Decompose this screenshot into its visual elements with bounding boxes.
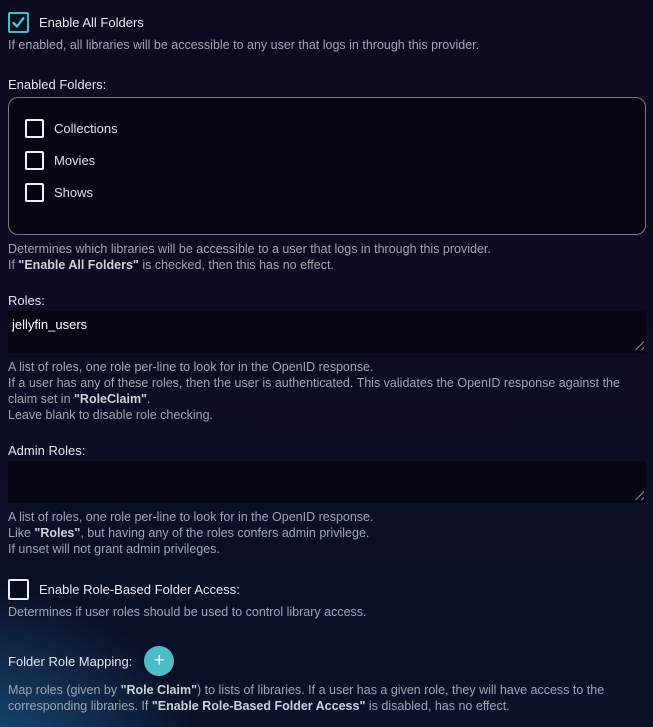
role-based-access-description: Determines if user roles should be used to control library access. [8, 605, 367, 619]
roles-label: Roles: [8, 293, 45, 308]
movies-checkbox[interactable] [25, 151, 44, 170]
folder-row-shows [25, 183, 629, 202]
enable-all-folders-label[interactable]: Enable All Folders [39, 15, 144, 30]
role-based-access-row [8, 579, 646, 600]
folder-row-collections [25, 119, 629, 138]
role-based-access-label[interactable]: Enable Role-Based Folder Access: [39, 582, 240, 597]
admin-roles-field [8, 461, 646, 503]
enable-all-folders-checkbox[interactable] [8, 12, 29, 33]
admin-roles-textarea[interactable] [8, 461, 646, 503]
enable-all-folders-row [8, 12, 646, 33]
shows-label[interactable]: Shows [54, 185, 94, 200]
add-folder-role-mapping-button[interactable] [144, 646, 174, 676]
checkmark-icon [10, 14, 27, 31]
folder-row-movies [25, 151, 629, 170]
collections-checkbox[interactable] [25, 119, 44, 138]
enable-all-folders-description: If enabled, all libraries will be accessible to any user that logs in through this provider. [8, 38, 480, 52]
roles-description: A list of roles, one role per-line to look for in the OpenID response. If a user has any of these roles, then the user is authenticated. This validates the OpenID response against the claim set in "RoleClaim". Leave blank to disable role checking. [8, 360, 620, 422]
collections-label[interactable]: Collections [54, 121, 118, 136]
enabled-folders-label: Enabled Folders: [8, 77, 107, 92]
admin-roles-label: Admin Roles: [8, 443, 86, 458]
role-based-access-checkbox[interactable] [8, 579, 29, 600]
folder-role-mapping-description: Map roles (given by "Role Claim") to lists of libraries. If a user has a given role, they will have access to the corresponding libraries. If "Enable Role-Based Folder Access" is disabled, has no effect. [8, 683, 605, 713]
roles-field [8, 311, 646, 353]
roles-textarea[interactable] [8, 311, 646, 353]
movies-label[interactable]: Movies [54, 153, 96, 168]
folder-role-mapping-row [8, 646, 646, 676]
enabled-folders-description: Determines which libraries will be accessible to a user that logs in through this provider. If "Enable All Folders" is checked, then this has no effect. [8, 242, 491, 272]
folder-role-mapping-label: Folder Role Mapping: [8, 653, 133, 669]
admin-roles-description: A list of roles, one role per-line to look for in the OpenID response. Like "Roles", but having any of the roles confers admin privilege. If unset will not grant admin privileges. [8, 510, 374, 556]
shows-checkbox[interactable] [25, 183, 44, 202]
plus-icon: + [153, 649, 165, 671]
enabled-folders-fieldset [8, 97, 646, 235]
